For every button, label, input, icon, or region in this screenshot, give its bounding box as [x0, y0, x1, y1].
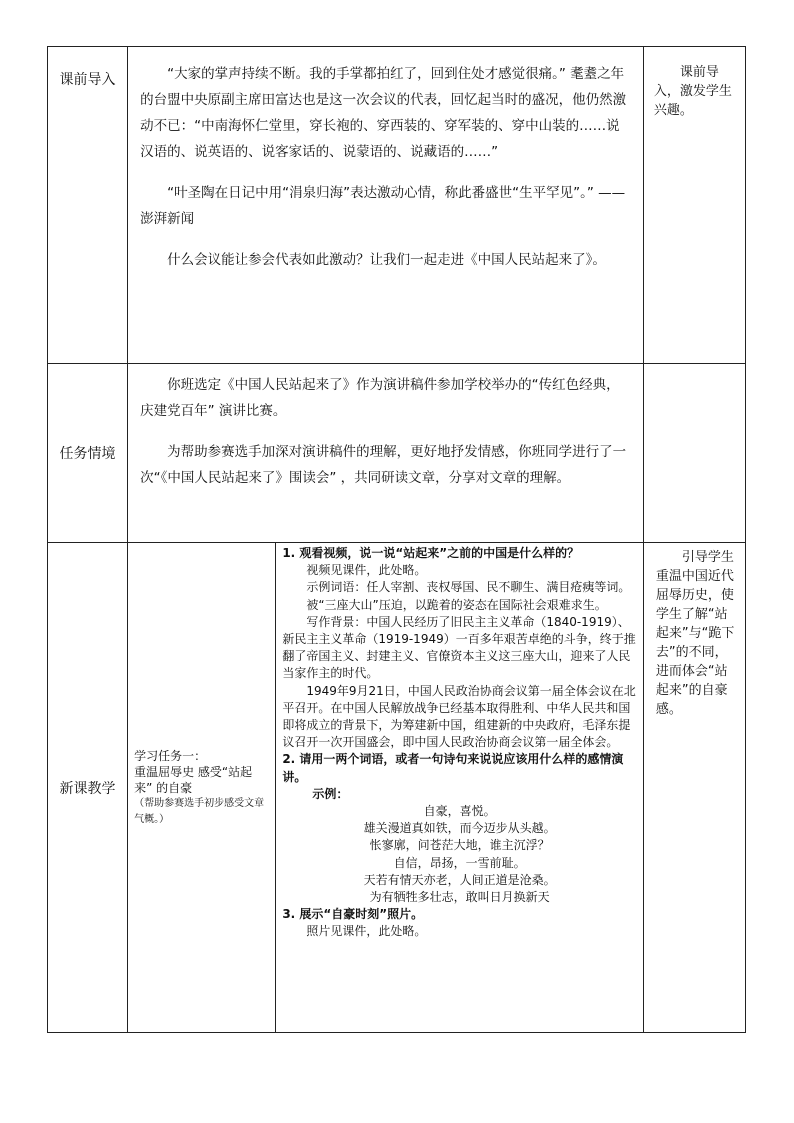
poem-line: 天若有情天亦老，人间正道是沧桑。 [363, 872, 556, 887]
preview-content [128, 47, 644, 364]
preview-note: 课前导入，激发学生兴趣。 [653, 65, 732, 118]
new-lesson-note: 引导学生重温中国近代屈辱历史，使学生了解“站起来”与“跪下去”的不同，进而体会“站起来”的自豪感。 [655, 550, 735, 717]
poem-line: 怅寥廓，问苍茫大地，谁主沉浮？ [369, 838, 550, 853]
question-1: 1. 观看视频，说一说“站起来”之前的中国是什么样的？ [282, 546, 580, 560]
preview-label: 课前导入 [48, 47, 128, 364]
situation-content [128, 364, 644, 543]
three-mountains: 被“三座大山”压迫，以跪着的姿态在国际社会艰难求生。 [306, 597, 607, 612]
new-lesson-label: 新课教学 [48, 543, 128, 1033]
question-2: 2. 请用一两个词语，或者一句诗句来说说应该用什么样的感情演讲。 [282, 752, 624, 784]
row-preview [48, 47, 746, 364]
row-new-lesson [48, 543, 746, 1033]
video-note: 视频见课件，此处略。 [306, 563, 427, 578]
task-body: 重温屈辱史 感受“站起来” 的自豪 [134, 764, 253, 795]
writing-background: 写作背景：中国人民经历了旧民主主义革命（1840-1919）、新民主主义革命（1919-1949）一百多年艰苦卓绝的斗争，终于推翻了帝国主义、封建主义、官僚资本主义这三座大山，迎来了人民当家作主的时代。 [282, 614, 636, 681]
situation-note-cell [643, 364, 745, 543]
photo-note: 照片见课件，此处略。 [306, 924, 427, 939]
poem-line: 自信，昂扬，一雪前耻。 [393, 855, 526, 870]
poem-line: 自豪，喜悦。 [423, 804, 496, 819]
task-hint: （帮助参赛选手初步感受文章气概。） [134, 797, 265, 825]
lesson-plan-table [47, 46, 746, 1033]
situation-label: 任务情境 [48, 364, 128, 543]
preview-paragraph: 什么会议能让参会代表如此激动？让我们一起走进《中国人民站起来了》。 [167, 252, 606, 268]
preview-paragraph: “叶圣陶在日记中用“涓泉归海”表达激动心情，称此番盛世“生平罕见”。” ——澎湃新闻 [140, 185, 626, 227]
situation-paragraph: 你班选定《中国人民站起来了》作为演讲稿件参加学校举办的“传红色经典，庆建党百年” 演讲比赛。 [140, 377, 620, 419]
row-situation [48, 364, 746, 543]
situation-paragraph: 为帮助参赛选手加深对演讲稿件的理解，更好地抒发情感，你班同学进行了一次“《中国人民站起来了》围读会” ，共同研读文章，分享对文章的理解。 [140, 444, 627, 486]
poem-line: 为有牺牲多壮志，敢叫日月换新天 [369, 890, 550, 905]
example-label: 示例： [312, 786, 349, 801]
lesson-content-cell [276, 543, 644, 1033]
preview-note-cell [643, 47, 745, 364]
preview-paragraph: “大家的掌声持续不断。我的手掌都拍红了，回到住处才感觉很痛。” 耄耋之年的台盟中央原副主席田富达也是这一次会议的代表，回忆起当时的盛况，他仍然激动不已：“中南海怀仁堂里，穿长袍的、穿西装的、穿军装的、穿中山装的……说汉语的、说英语的、说客家话的、说蒙语的、说藏语的……” [140, 66, 627, 160]
poem-line: 雄关漫道真如铁，而今迈步从头越。 [363, 821, 556, 836]
task-title: 学习任务一： [134, 748, 207, 763]
example-words: 示例词语：任人宰割、丧权辱国、民不聊生、满目疮痍等词。 [306, 580, 631, 595]
question-3: 3. 展示“自豪时刻”照片。 [282, 907, 424, 922]
learning-task-cell [128, 543, 276, 1033]
meeting-background: 1949年9月21日，中国人民政治协商会议第一届全体会议在北平召开。在中国人民解放战争已经基本取得胜利、中华人民共和国即将成立的背景下，为筹建新中国，组建新的中央政府，毛泽东提议召开一次开国盛会，即中国人民政治协商会议第一届全体会。 [282, 683, 636, 750]
new-lesson-note-cell [643, 543, 745, 1033]
